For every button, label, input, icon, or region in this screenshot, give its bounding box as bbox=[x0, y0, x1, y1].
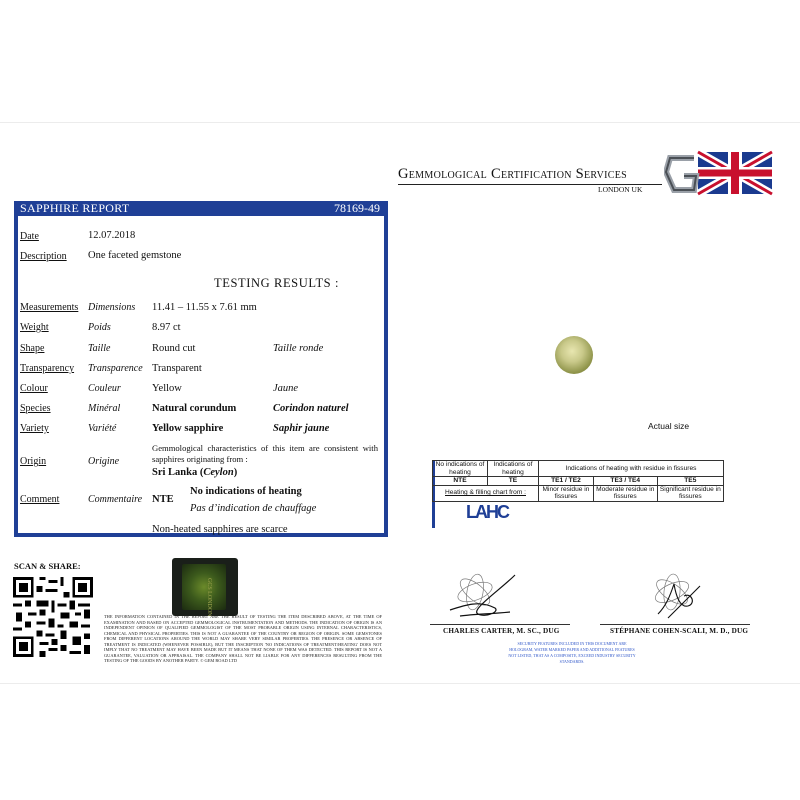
heating-chart-table bbox=[432, 460, 724, 502]
heating-level: Significant residue in fissures bbox=[657, 485, 723, 501]
qr-code[interactable] bbox=[10, 574, 96, 660]
row-label: Shape bbox=[20, 343, 45, 354]
origin-close-paren: ) bbox=[233, 467, 238, 478]
comment-value: No indications of heating bbox=[190, 486, 302, 497]
company-name-text: Gemmological Certification Services bbox=[398, 166, 627, 182]
origin-label-fr: Origine bbox=[88, 456, 120, 467]
row-label: Colour bbox=[20, 383, 48, 394]
origin-country: Sri Lanka ( bbox=[152, 467, 204, 478]
report-title: SAPPHIRE REPORT bbox=[20, 201, 130, 215]
row-value: Natural corundum bbox=[152, 403, 237, 414]
row-label: Transparency bbox=[20, 363, 75, 374]
heating-header: Indications of heating bbox=[488, 461, 539, 477]
footer-note: Non-heated sapphires are scarce bbox=[152, 524, 288, 535]
company-name bbox=[398, 166, 627, 183]
heating-code: TE bbox=[488, 477, 539, 486]
heating-header: Indications of heating with residue in fissures bbox=[539, 461, 724, 477]
row-value-fr: Corindon naturel bbox=[273, 403, 349, 414]
date-label: Date bbox=[20, 231, 39, 242]
hologram-text: GCS LONDON bbox=[206, 578, 212, 617]
row-label-fr: Couleur bbox=[88, 383, 121, 394]
signature-carter bbox=[440, 570, 530, 625]
comment-code: NTE bbox=[152, 494, 174, 505]
signature-line-right bbox=[600, 624, 750, 625]
signature-cohen-scali bbox=[640, 566, 710, 626]
gcs-union-jack-logo bbox=[664, 150, 774, 196]
description-label: Description bbox=[20, 251, 67, 262]
heating-code: TE5 bbox=[657, 477, 723, 486]
company-location: LONDON UK bbox=[598, 185, 643, 194]
row-label-fr: Minéral bbox=[88, 403, 121, 414]
origin-note: Gemmological characteristics of this item are consistent with sapphires originating from : bbox=[152, 443, 378, 464]
row-value: Yellow sapphire bbox=[152, 423, 224, 434]
comment-label: Comment bbox=[20, 494, 60, 505]
row-value: 11.41 – 11.55 x 7.61 mm bbox=[152, 302, 257, 313]
row-value-fr: Saphir jaune bbox=[273, 423, 330, 434]
row-label-fr: Taille bbox=[88, 343, 111, 354]
row-label-fr: Dimensions bbox=[88, 302, 136, 313]
heating-level: Moderate residue in fissures bbox=[593, 485, 657, 501]
gemstone-image bbox=[555, 336, 593, 374]
description-value: One faceted gemstone bbox=[88, 250, 182, 261]
testing-results-heading: TESTING RESULTS : bbox=[214, 276, 340, 290]
scan-share-label: SCAN & SHARE: bbox=[14, 561, 81, 571]
report-number: 78169-49 bbox=[334, 201, 380, 215]
origin-label: Origin bbox=[20, 456, 47, 467]
heating-code: NTE bbox=[433, 477, 488, 486]
row-value: 8.97 ct bbox=[152, 322, 181, 333]
row-label: Species bbox=[20, 403, 51, 414]
signer-left: CHARLES CARTER, M. SC., DUG bbox=[443, 627, 560, 635]
row-value-fr: Taille ronde bbox=[273, 343, 324, 354]
row-value: Round cut bbox=[152, 343, 196, 354]
row-label: Variety bbox=[20, 423, 49, 434]
comment-value-fr: Pas d’indication de chauffage bbox=[190, 503, 317, 514]
signature-line-left bbox=[430, 624, 570, 625]
origin-value bbox=[152, 467, 237, 478]
heating-code: TE3 / TE4 bbox=[593, 477, 657, 486]
hologram-core bbox=[182, 564, 226, 610]
heating-header: No indications of heating bbox=[433, 461, 488, 477]
row-label: Measurements bbox=[20, 302, 79, 313]
row-value: Transparent bbox=[152, 363, 202, 374]
date-value: 12.07.2018 bbox=[88, 230, 136, 241]
signer-right: STÉPHANE COHEN-SCALI, M. D., DUG bbox=[610, 627, 749, 635]
row-label-fr: Poids bbox=[88, 322, 111, 333]
report-header-bar bbox=[14, 201, 388, 216]
row-value: Yellow bbox=[152, 383, 182, 394]
row-value-fr: Jaune bbox=[273, 383, 299, 394]
heating-chart-label: Heating & filling chart from : bbox=[433, 485, 539, 501]
row-label-fr: Variété bbox=[88, 423, 117, 434]
lab-logo: LAHC bbox=[466, 502, 508, 522]
heating-code: TE1 / TE2 bbox=[539, 477, 594, 486]
disclaimer-text: THE INFORMATION CONTAINED IN THE REPORT ARE THE RESULT OF TESTING THE ITEM DESCRIBED ABOVE, AT THE TIME OF EXAMINATION AND BASED ON ACCEPTED GEMMOLOGICAL INSTRUMENTATION AND METHODS. THE INDICATION OF ORIGIN IS AN INDEPENDENT OPINION OF QUALIFIED GEMMOLOGIST OF THE MOST PROBABLE ORIGIN USING INTERNAL CHARACTERISTICS, CHEMICAL AND PHYSICAL PROPERTIES. THIS IS NOT A GUARANTEE OF THE COUNTRY OR REGION OF ORIGIN. SOME GEMSTONES FROM DIFFERENT LOCATIONS AROUND THE WORLD MAY SHARE VERY SIMILAR PROPERTIES. THE PRESENCE OR ABSENCE OF TREATMENT IS INDICATED (WHENEVER POSSIBLE), BUT THE INSCRIPTION 'NO INDICATIONS OF TREATMENT/HEATING' DOES NOT IMPLY THAT NO TREATMENT MAY HAVE BEEN MADE BUT IT MEANS THAT NONE OF THEM WAS DETECTED. THIS REPORT IS NOT A GUARANTEE, VALUATION OR APPRAISAL. THE COMPANY SHALL NOT BE LIABLE FOR ANY DIFFERENCES RESULTING FROM THE TESTING OF THE GOODS BY ANOTHER PARTY. © GEM ROAD LTD bbox=[104, 614, 382, 663]
origin-country-alt: Ceylon bbox=[203, 467, 234, 478]
comment-label-fr: Commentaire bbox=[88, 494, 143, 505]
security-note: SECURITY FEATURES INCLUDED IN THIS DOCUMENT ARE HOLOGRAM, WATER MARKED PAPER AND ADDITIONAL FEATURES NOT LISTED, THAT AS A COMPOSITE, EXCEED INDUSTRY SECURITY STANDARDS. bbox=[508, 641, 636, 664]
row-label: Weight bbox=[20, 322, 49, 333]
row-label-fr: Transparence bbox=[88, 363, 143, 374]
heating-level: Minor residue in fissures bbox=[539, 485, 594, 501]
actual-size-caption: Actual size bbox=[648, 421, 690, 431]
